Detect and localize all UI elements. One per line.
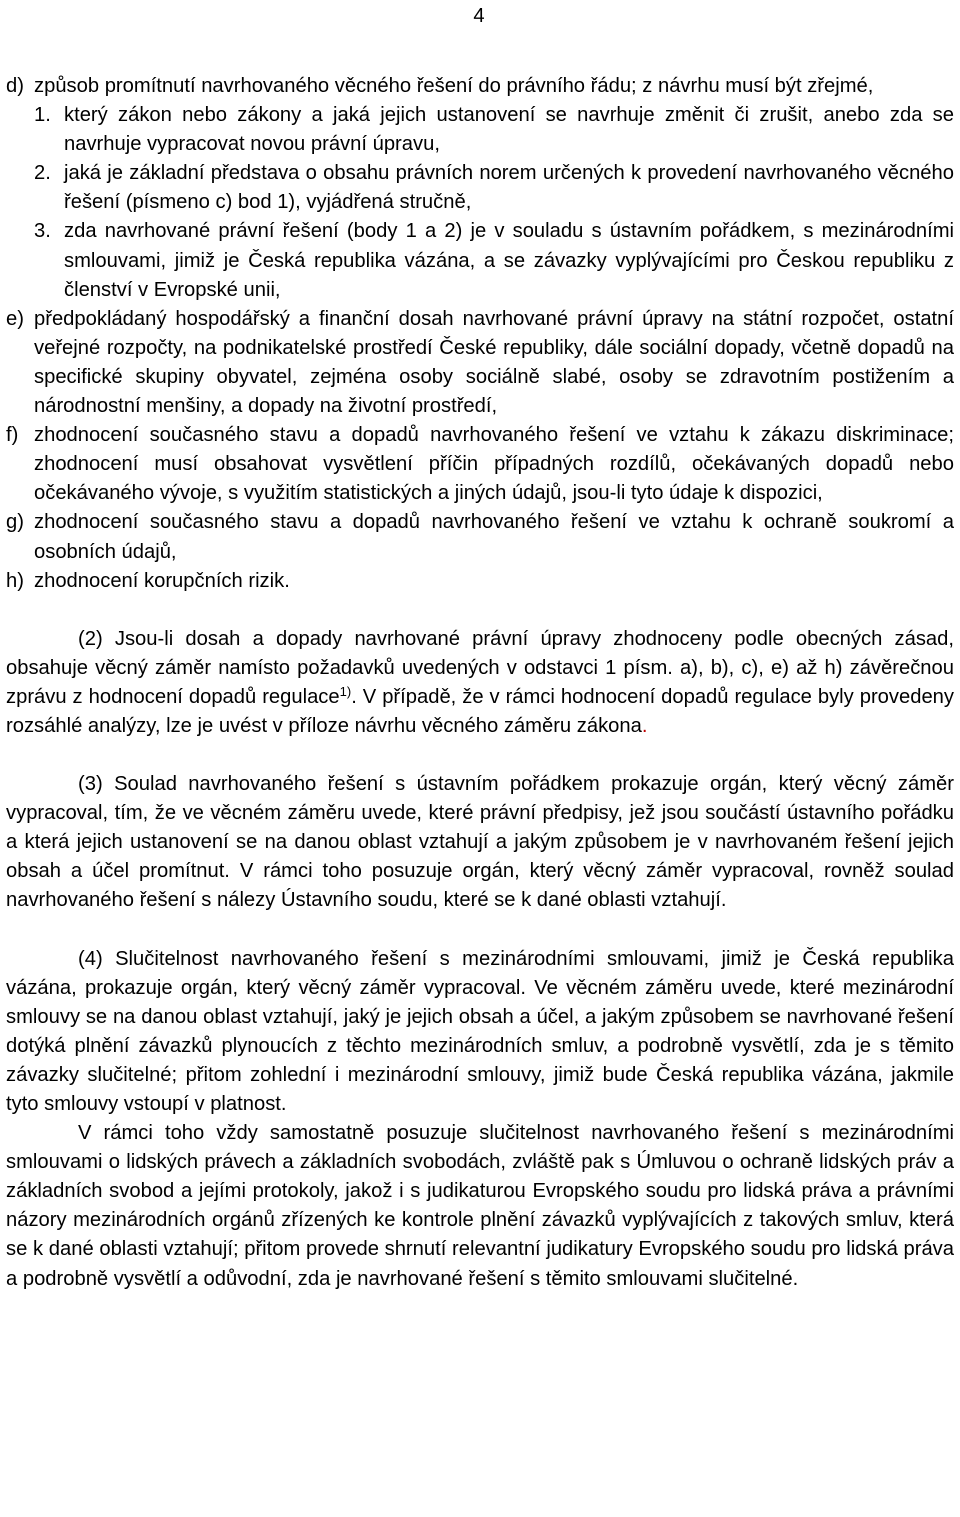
item-text: zhodnocení současného stavu a dopadů navrhovaného řešení ve vztahu k zákazu diskriminace; zhodnocení musí obsahovat vysvětlení příčin případných rozdílů, očekávaných dopadů nebo očekávaného vývoje, s využitím statistických a jiných údajů, jsou-li tyto údaje k dispozici, [34,424,954,505]
paragraph-4: (4) Slučitelnost navrhovaného řešení s mezinárodními smlouvami, jimiž je Česká republika vázána, prokazuje orgán, který věcný záměr vypracoval. Ve věcném záměru uvede, které mezinárodní smlouvy se na danou oblast vztahují, jaký je jejich obsah a účel, a jakým způsobem se navrhované řešení dotýká plnění závazků plynoucích z těchto mezinárodních smluv, a podrobně vysvětlí, zda je s těmito závazky slučitelné; přitom zohlední i mezinárodní smlouvy, jimiž bude Česká republika vázána, jakmile tyto smlouvy vstoupí v platnost. [6,947,954,1115]
item-marker: h) [6,569,24,592]
paragraph-spacer [6,916,954,945]
item-text: zhodnocení korupčních rizik. [34,569,290,592]
paragraph-2 [6,625,954,741]
paragraph-4-continuation: V rámci toho vždy samostatně posuzuje slučitelnost navrhovaného řešení s mezinárodními smlouvami o lidských právech a základních svobodách, zvláště pak s Úmluvou o ochraně lidských práv a základních svobod a jejími protokoly, jakož i s judikaturou Evropského soudu pro lidská práva a právními názory mezinárodních orgánů zřízených ke kontrole plnění závazků vyplývajících z takových smluv, která se k dané oblasti vztahují; přitom provede shrnutí relevantní judikatury Evropského soudu pro lidská práva a podrobně vysvětlí a odůvodní, zda je navrhované řešení s těmito smlouvami slučitelné. [6,1122,954,1290]
item-text: způsob promítnutí navrhovaného věcného řešení do právního řádu; z návrhu musí být zřejmé, [34,75,874,97]
sub-item-marker: 3. [34,220,51,243]
paragraph-3: (3) Soulad navrhovaného řešení s ústavním pořádkem prokazuje orgán, který věcný záměr vypracoval, tím, že ve věcném záměru uvede, které právní předpisy, jež jsou součástí ústavního pořádku a která jejich ustanovení se na danou oblast vztahují a jakým způsobem je v navrhovaném řešení jejich obsah a účel promítnut. V rámci toho posuzuje orgán, který věcný záměr vypracoval, rovněž soulad navrhovaného řešení s nálezy Ústavního soudu, které se k dané oblasti vztahují. [6,773,954,912]
sub-item-3 [6,217,954,304]
paragraph-spacer [6,741,954,770]
sub-item-text: jaká je základní představa o obsahu právních norem určených k provedení navrhovaného věcného řešení (písmeno c) bod 1), vyjádřená stručně, [64,162,954,214]
item-text: zhodnocení současného stavu a dopadů navrhovaného řešení ve vztahu k ochraně soukromí a osobních údajů, [34,511,954,563]
list-item-e [6,305,954,421]
item-marker: f) [6,424,19,447]
footnote-reference: 1) [339,683,352,699]
list-item-g [6,508,954,566]
sub-item-text: který zákon nebo zákony a jaká jejich ustanovení se navrhuje změnit či zrušit, anebo zda se navrhuje vypracovat novou právní úpravu, [64,104,954,156]
page-number: 4 [473,5,485,27]
list-item-d [6,72,954,101]
sub-item-2 [6,159,954,217]
item-text: předpokládaný hospodářský a finanční dosah navrhované právní úpravy na státní rozpočet, ostatní veřejné rozpočty, na podnikatelské prostředí České republiky, dále sociální dopady, včetně dopadů na specifické skupiny obyvatel, zejména osoby sociálně slabé, osoby se zdravotním postižením a národnostní menšiny, a dopady na životní prostředí, [34,307,954,418]
item-marker: g) [6,511,24,534]
document-body [6,72,954,1294]
highlighted-period: . [641,714,648,737]
paragraph-text: . V případě, že v rámci hodnocení dopadů regulace byly provedeny rozsáhlé analýzy, lze je uvést v příloze návrhu věcného záměru zákona [6,685,954,737]
sub-item-1 [6,101,954,159]
sub-item-text: zda navrhované právní řešení (body 1 a 2) je v souladu s ústavním pořádkem, s mezinárodními smlouvami, jimiž je Česká republika vázána, a se závazky vyplývajícími pro Českou republiku z členství v Evropské unii, [64,220,954,301]
item-marker: d) [6,75,24,97]
list-item-h [6,567,954,596]
sub-item-marker: 1. [34,104,51,127]
sub-item-marker: 2. [34,162,51,185]
item-marker: e) [6,307,24,330]
paragraph-text: (2) Jsou-li dosah a dopady navrhované právní úpravy zhodnoceny podle obecných zásad, obsahuje věcný záměr namísto požadavků uvedených v odstavci 1 písm. a), b), c), e) až h) závěrečnou zprávu z hodnocení dopadů regulace [6,627,954,708]
list-item-f [6,421,954,508]
paragraph-spacer [6,596,954,625]
